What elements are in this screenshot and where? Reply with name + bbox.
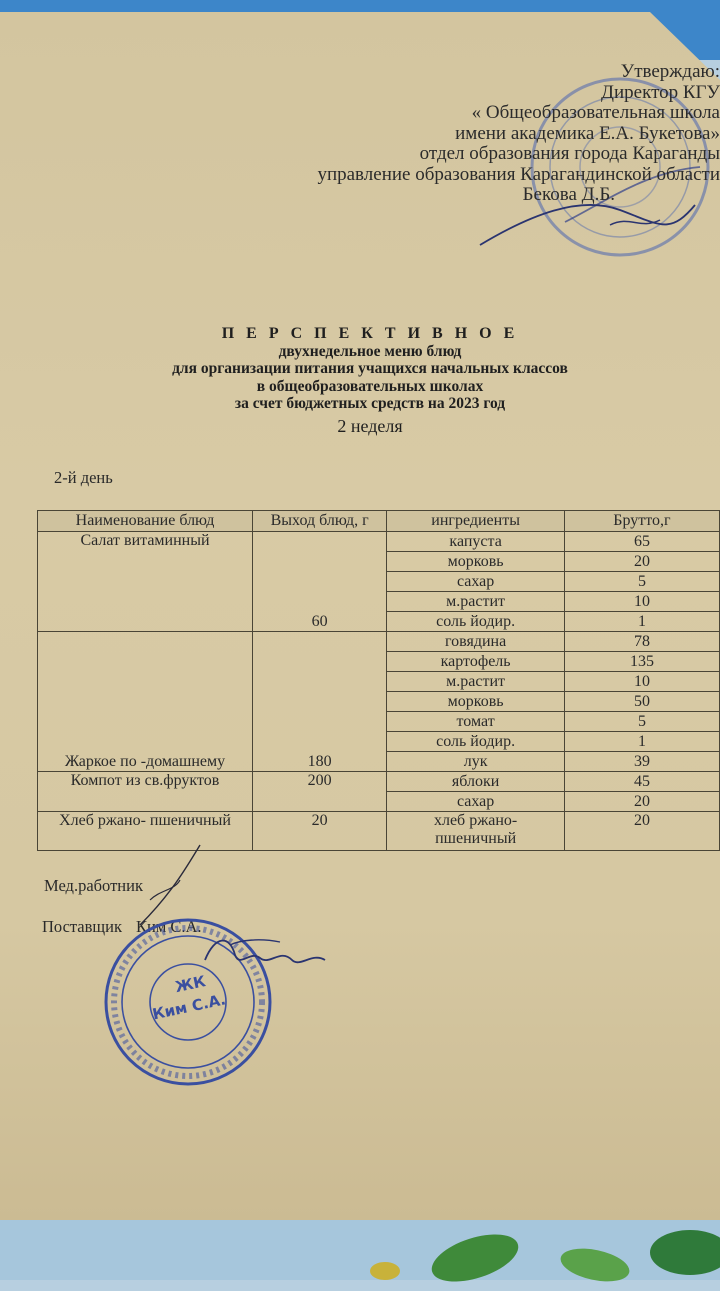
- dish-name: Жаркое по -домашнему: [38, 632, 253, 772]
- title-line: П Е Р С П Е К Т И В Н О Е: [221, 325, 519, 342]
- column-header: Выход блюд, г: [252, 511, 386, 532]
- table-row: [38, 632, 720, 652]
- approval-line: имени академика Е.А. Букетова»: [455, 122, 720, 144]
- gross-weight: 50: [564, 692, 719, 712]
- approval-line: Бекова Д.Б.: [522, 184, 615, 205]
- gross-weight: 78: [564, 632, 719, 652]
- gross-weight: 45: [564, 772, 719, 792]
- supplier-name: Ким С.А.: [135, 917, 202, 936]
- ingredient: соль йодир.: [387, 612, 565, 632]
- column-header: Наименование блюд: [38, 511, 253, 532]
- table-header-row: [38, 511, 720, 532]
- gross-weight: 65: [564, 532, 719, 552]
- ingredient: сахар: [387, 572, 565, 592]
- gross-weight: 1: [564, 732, 719, 752]
- gross-weight: 20: [564, 552, 719, 572]
- ingredient: яблоки: [387, 772, 565, 792]
- gross-weight: 39: [564, 752, 719, 772]
- table-row: [38, 532, 720, 552]
- day-label: 2-й день: [54, 468, 113, 487]
- approval-block: [160, 62, 720, 206]
- title-line: в общеобразовательных школах: [256, 377, 484, 395]
- dish-yield: 180: [252, 632, 386, 772]
- title-line: за счет бюджетных средств на 2023 год: [234, 395, 506, 412]
- dish-name: Салат витаминный: [38, 532, 253, 632]
- approval-line: « Общеобразовательная школа: [471, 102, 720, 123]
- plant-leaf: [650, 1230, 720, 1275]
- supplier-signature: [200, 930, 330, 980]
- ingredient: говядина: [387, 632, 565, 652]
- stamp-text: Ким С.А.: [150, 990, 228, 1024]
- dish-name: Компот из св.фруктов: [38, 772, 253, 812]
- ingredient: сахар: [387, 792, 565, 812]
- medic-label: Мед.работник: [44, 876, 143, 895]
- ingredient: картофель: [387, 652, 565, 672]
- column-header: Брутто,г: [564, 511, 719, 532]
- ingredient-line: пшеничный: [435, 830, 517, 847]
- gross-weight: 5: [564, 712, 719, 732]
- dish-name: Хлеб ржано- пшеничный: [38, 812, 253, 851]
- menu-table: [37, 510, 720, 851]
- title-line: для организации питания учащихся начальных классов: [172, 360, 568, 377]
- title-line: двухнедельное меню блюд: [278, 342, 462, 360]
- ingredient: лук: [387, 752, 565, 772]
- ingredient-line: хлеб ржано-: [433, 812, 518, 829]
- gross-weight: 20: [564, 812, 719, 851]
- approval-line: Утверждаю:: [620, 61, 720, 82]
- gross-weight: 20: [564, 792, 719, 812]
- plant-leaf: [370, 1262, 400, 1280]
- gross-weight: 5: [564, 572, 719, 592]
- supplier-label: Поставщик: [42, 917, 122, 936]
- ingredient: соль йодир.: [387, 732, 565, 752]
- dish-yield: 200: [252, 772, 386, 812]
- ingredient: м.растит: [387, 672, 565, 692]
- gross-weight: 1: [564, 612, 719, 632]
- document-title: [40, 325, 700, 437]
- dish-yield: 20: [252, 812, 386, 851]
- approval-line: управление образования Карагандинской области: [317, 163, 720, 185]
- week-label: 2 неделя: [337, 415, 403, 436]
- gross-weight: 10: [564, 592, 719, 612]
- gross-weight: 135: [564, 652, 719, 672]
- ingredient: [387, 812, 565, 851]
- ingredient: томат: [387, 712, 565, 732]
- dish-yield: 60: [252, 532, 386, 632]
- ingredient: м.растит: [387, 592, 565, 612]
- table-row: [38, 772, 720, 792]
- approval-line: отдел образования города Караганды: [419, 143, 720, 164]
- approval-line: Директор КГУ: [601, 81, 720, 103]
- stamp-text: ЖК: [173, 972, 208, 997]
- ingredient: морковь: [387, 552, 565, 572]
- column-header: ингредиенты: [387, 511, 565, 532]
- gross-weight: 10: [564, 672, 719, 692]
- ingredient: морковь: [387, 692, 565, 712]
- ingredient: капуста: [387, 532, 565, 552]
